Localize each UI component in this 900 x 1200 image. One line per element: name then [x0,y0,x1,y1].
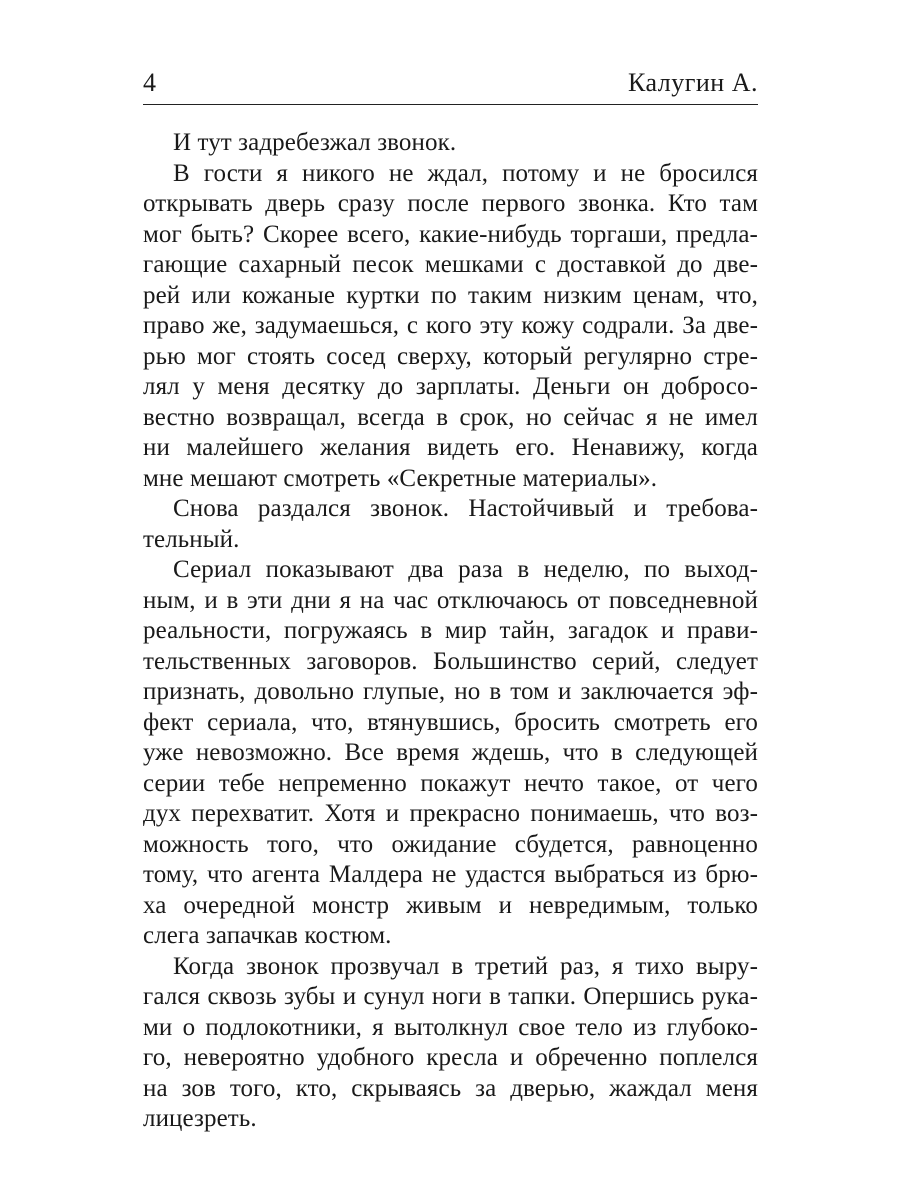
text-line: право же, задумаешься, с кого эту кожу содрали. За две- [143,312,758,339]
text-line: реальности, погружаясь в мир тайн, загадок и прави- [143,617,758,644]
text-line: ми о подлокотники, я вытолкнул свое тело из глубоко- [143,1013,758,1041]
text-line: открывать дверь сразу после первого звонка. Кто там [143,190,758,217]
page-number: 4 [143,68,157,97]
text-line: признать, довольно глупые, но в том и заключается эф- [143,678,758,705]
text-line: мне мешают смотреть «Секретные материалы». [143,464,658,492]
text-line: лял у меня десятку до зарплаты. Деньги он добросо- [143,373,758,400]
text-line: тому, что агента Малдера не удастся выбраться из брю- [143,861,758,888]
text-line: лицезреть. [143,1105,257,1132]
text-line: слега запачкав костюм. [143,922,392,949]
text-line: на зов того, кто, скрываясь за дверью, жаждал меня [143,1074,758,1102]
text-line: гался сквозь зубы и сунул ноги в тапки. Опершись рука- [143,983,758,1010]
text-line: уже невозможно. Все время ждешь, что в следующей [143,739,758,766]
text-line: фект сериала, что, втянувшись, бросить смотреть его [143,708,758,736]
text-line: Сериал показывают два раза в неделю, по выход- [173,556,758,583]
running-header-author: Калугин А. [627,68,758,97]
text-line: ни малейшего желания видеть его. Ненавижу, когда [143,434,758,461]
text-line: рей или кожаные куртки по таким низким ценам, что, [143,281,758,309]
text-line: дух перехватит. Хотя и прекрасно понимаешь, что воз- [143,800,758,827]
text-line: тельственных заговоров. Большинство серий, следует [143,647,758,675]
text-line: Когда звонок прозвучал в третий раз, я тихо выру- [173,952,758,980]
text-line: тельный. [143,525,240,553]
text-line: рью мог стоять сосед сверху, который регулярно стре- [143,342,758,370]
running-header [143,64,758,105]
text-line: вестно возвращал, всегда в срок, но сейчас я не имел [143,403,758,431]
text-line: И тут задребезжал звонок. [173,129,457,156]
body-text [143,128,758,1135]
text-line: ным, и в эти дни я на час отключаюсь от повседневной [143,586,758,614]
text-line: В гости я никого не ждал, потому и не бросился [173,159,758,187]
text-line: Снова раздался звонок. Настойчивый и требова- [173,495,758,522]
text-line: серии тебе непременно покажут нечто такое, от чего [143,769,758,797]
text-line: можность того, что ожидание сбудется, равноценно [143,830,758,858]
text-line: мог быть? Скорее всего, какие-нибудь торгаши, предла- [143,220,758,248]
text-line: го, невероятно удобного кресла и обреченно поплелся [143,1044,758,1071]
text-line: ха очередной монстр живым и невредимым, только [143,891,758,919]
text-line: гающие сахарный песок мешками с доставкой до две- [143,251,758,278]
